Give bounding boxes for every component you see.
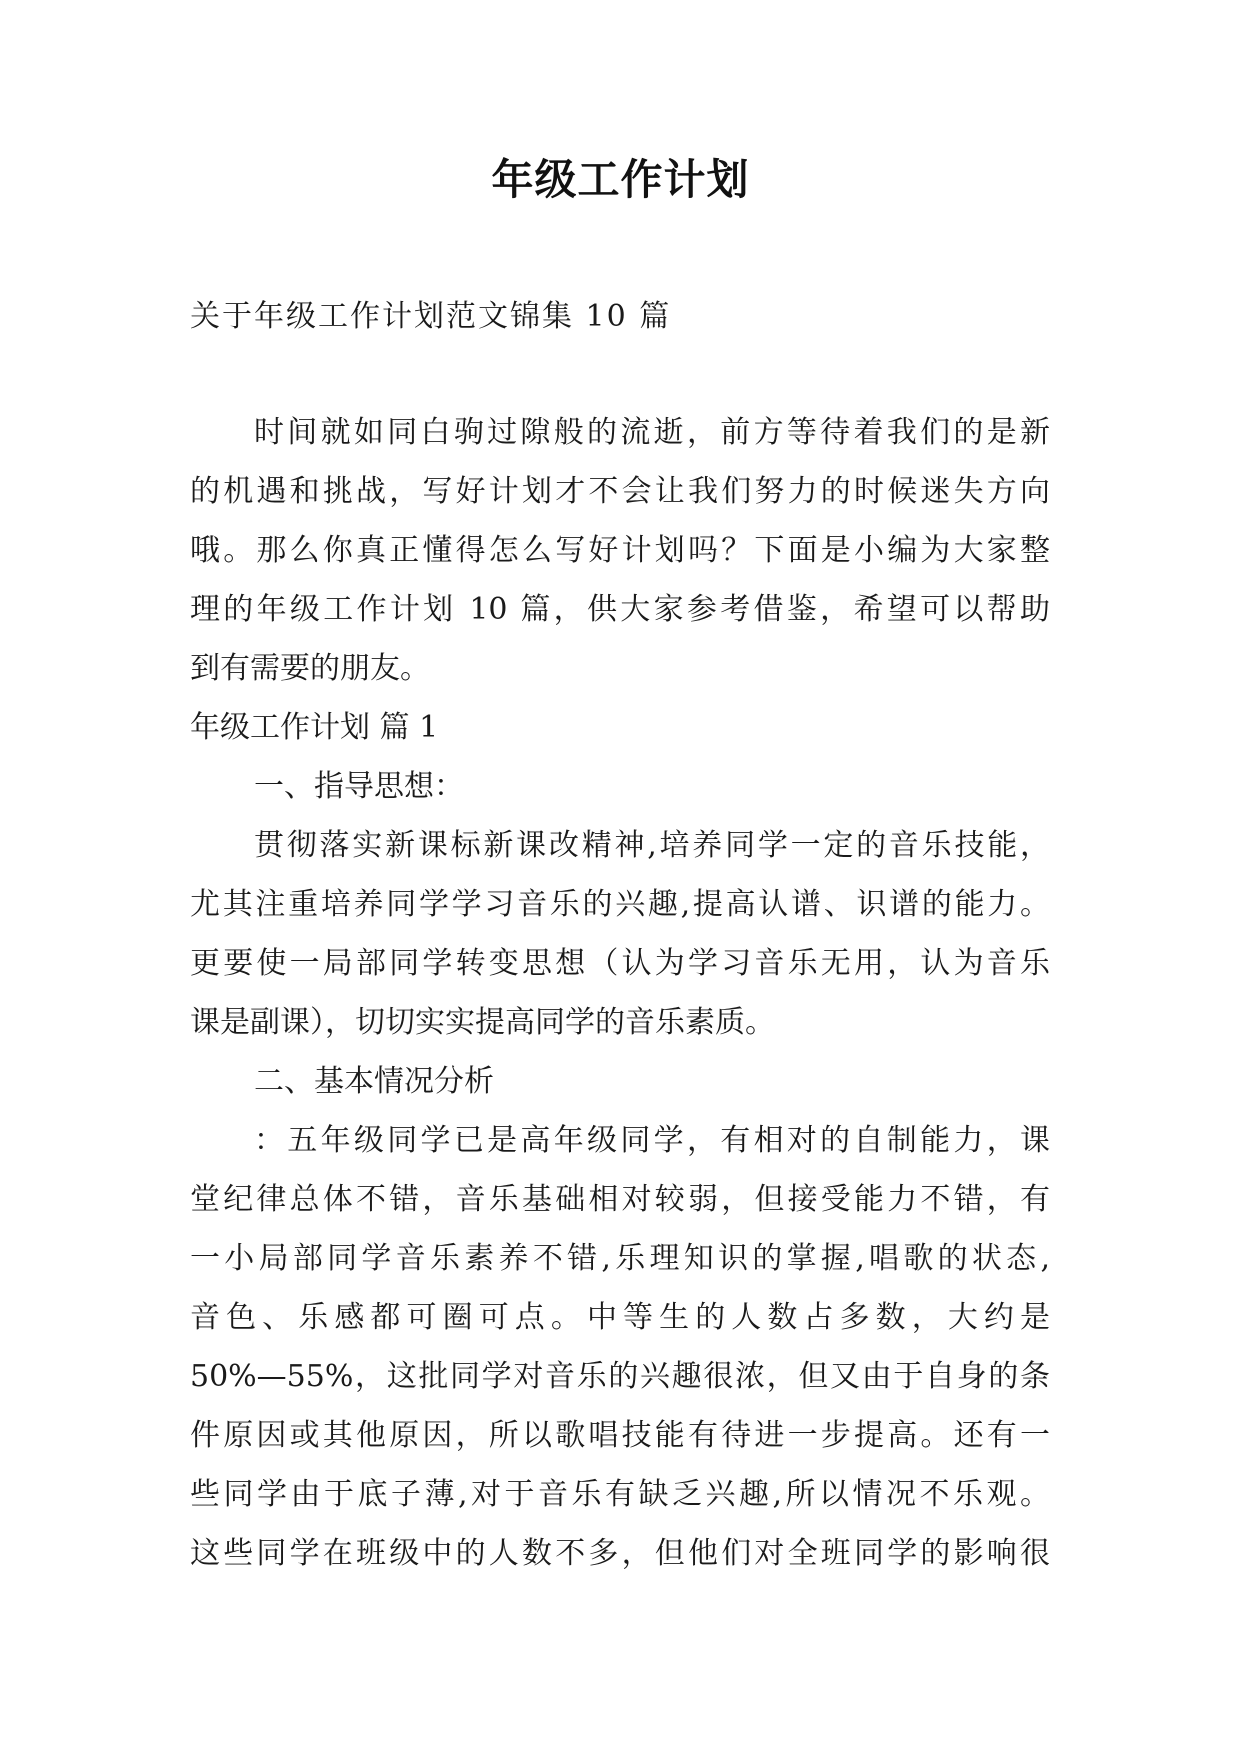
part2-line: 些同学由于底子薄,对于音乐有缺乏兴趣,所以情况不乐观。 [190, 1477, 1050, 1512]
part1-line: 尤其注重培养同学学习音乐的兴趣,提高认谱、识谱的能力。 [190, 887, 1050, 922]
part2-line: 堂纪律总体不错，音乐基础相对较弱，但接受能力不错，有 [190, 1182, 1050, 1217]
intro-line: 时间就如同白驹过隙般的流逝，前方等待着我们的是新 [254, 415, 1050, 450]
part1-heading: 一、指导思想： [254, 769, 464, 804]
section-heading: 年级工作计划 篇 1 [190, 710, 439, 745]
part1-line: 贯彻落实新课标新课改精神,培养同学一定的音乐技能， [254, 828, 1050, 863]
part2-paragraph [190, 1111, 1050, 1583]
part1-paragraph [190, 816, 1050, 1052]
part2-line: ：五年级同学已是高年级同学，有相对的自制能力，课 [254, 1123, 1050, 1158]
intro-line: 哦。那么你真正懂得怎么写好计划吗？下面是小编为大家整 [190, 533, 1050, 568]
intro-line: 的机遇和挑战，写好计划才不会让我们努力的时候迷失方向 [190, 474, 1050, 509]
document-title: 年级工作计划 [491, 155, 750, 204]
part2-line: 音色、乐感都可圈可点。中等生的人数占多数，大约是 [190, 1300, 1050, 1335]
part2-heading: 二、基本情况分析 [254, 1064, 494, 1099]
part2-line: 一小局部同学音乐素养不错,乐理知识的掌握,唱歌的状态, [190, 1241, 1050, 1276]
intro-line: 理的年级工作计划 10 篇，供大家参考借鉴，希望可以帮助 [190, 592, 1050, 627]
part2-line: 件原因或其他原因，所以歌唱技能有待进一步提高。还有一 [190, 1418, 1050, 1453]
part1-line: 课是副课），切切实实提高同学的音乐素质。 [190, 1005, 775, 1040]
part1-line: 更要使一局部同学转变思想（认为学习音乐无用，认为音乐 [190, 946, 1050, 981]
part2-line: 50%—55%，这批同学对音乐的兴趣很浓，但又由于自身的条 [190, 1359, 1050, 1394]
document-body [190, 403, 1050, 1583]
intro-paragraph [190, 403, 1050, 698]
document-subtitle: 关于年级工作计划范文锦集 10 篇 [190, 299, 672, 334]
intro-line: 到有需要的朋友。 [190, 651, 430, 686]
part2-line: 这些同学在班级中的人数不多，但他们对全班同学的影响很 [190, 1536, 1050, 1571]
